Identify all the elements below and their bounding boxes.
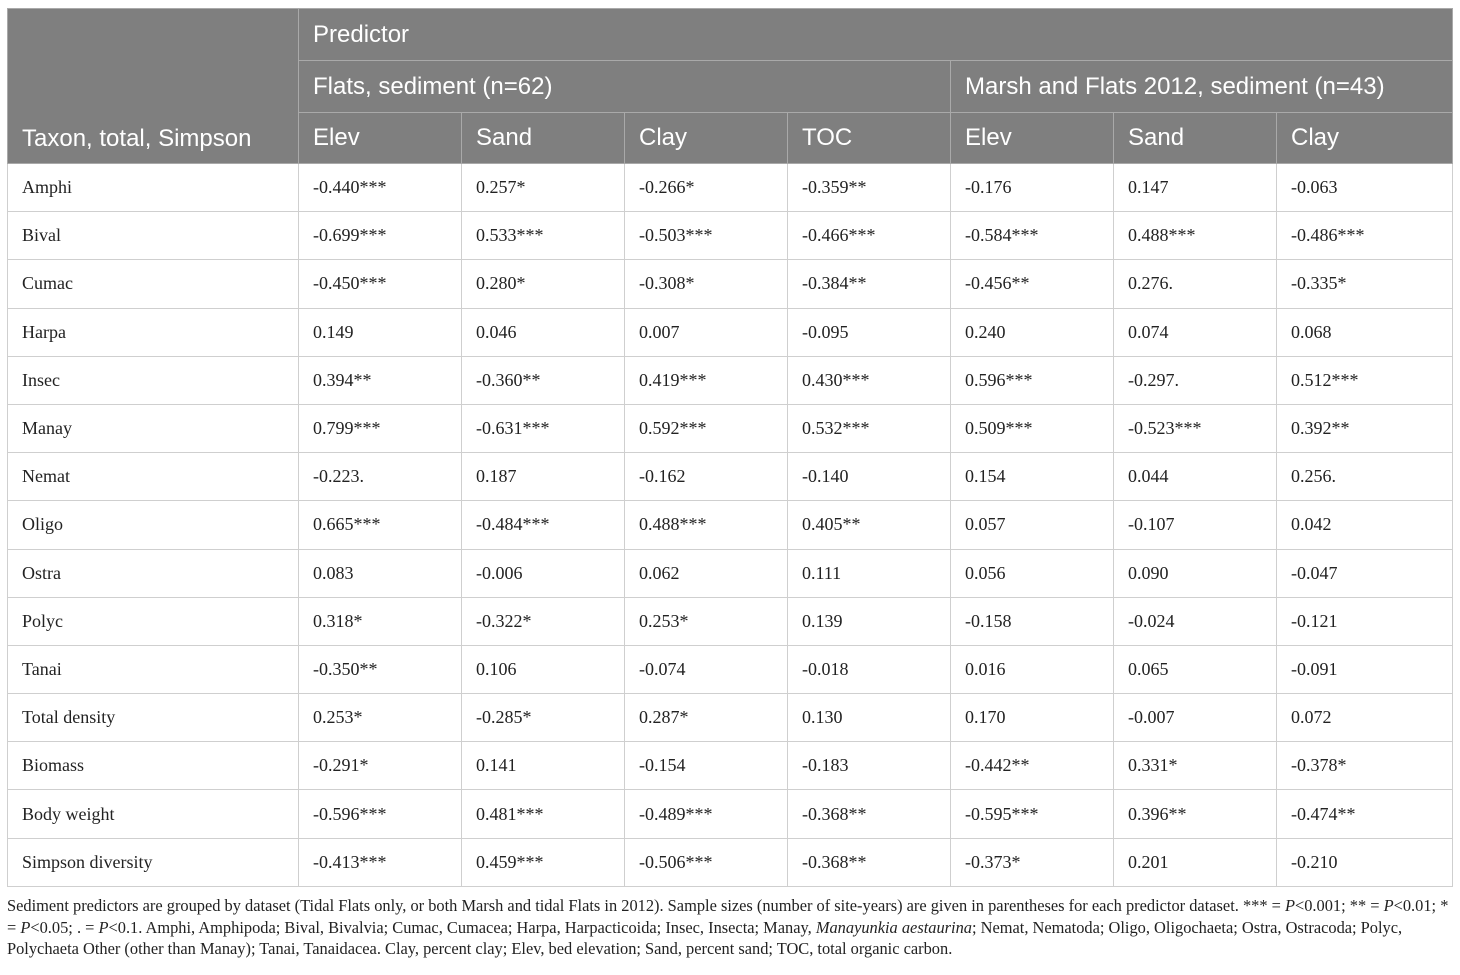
- table-cell: -0.368**: [788, 838, 951, 886]
- table-cell: -0.291*: [299, 742, 462, 790]
- table-cell: 0.139: [788, 597, 951, 645]
- table-cell: -0.466***: [788, 212, 951, 260]
- table-cell: -0.450***: [299, 260, 462, 308]
- table-row: [8, 356, 1453, 404]
- table-cell: -0.631***: [462, 404, 625, 452]
- table-cell: 0.111: [788, 549, 951, 597]
- table-cell: -0.489***: [625, 790, 788, 838]
- column-header: Clay: [1277, 113, 1453, 164]
- table-cell: 0.257*: [462, 164, 625, 212]
- table-cell: -0.063: [1277, 164, 1453, 212]
- table-cell: -0.091: [1277, 645, 1453, 693]
- table-cell: 0.042: [1277, 501, 1453, 549]
- table-cell: 0.665***: [299, 501, 462, 549]
- table-cell: -0.503***: [625, 212, 788, 260]
- row-label: Nemat: [8, 453, 299, 501]
- table-cell: 0.459***: [462, 838, 625, 886]
- table-row: [8, 742, 1453, 790]
- table-row: [8, 164, 1453, 212]
- table-cell: -0.373*: [951, 838, 1114, 886]
- table-footnote: [7, 895, 1452, 960]
- table-cell: -0.699***: [299, 212, 462, 260]
- table-cell: -0.024: [1114, 597, 1277, 645]
- table-cell: 0.253*: [625, 597, 788, 645]
- table-body: [8, 164, 1453, 887]
- table-cell: -0.384**: [788, 260, 951, 308]
- table-cell: 0.596***: [951, 356, 1114, 404]
- table-cell: -0.584***: [951, 212, 1114, 260]
- table-cell: 0.141: [462, 742, 625, 790]
- table-cell: -0.442**: [951, 742, 1114, 790]
- column-header: TOC: [788, 113, 951, 164]
- table-cell: 0.240: [951, 308, 1114, 356]
- table-cell: 0.396**: [1114, 790, 1277, 838]
- table-cell: -0.107: [1114, 501, 1277, 549]
- row-label: Harpa: [8, 308, 299, 356]
- correlation-table: [7, 8, 1453, 887]
- row-label: Oligo: [8, 501, 299, 549]
- table-cell: -0.223.: [299, 453, 462, 501]
- table-cell: -0.018: [788, 645, 951, 693]
- table-row: [8, 838, 1453, 886]
- table-cell: 0.187: [462, 453, 625, 501]
- table-cell: 0.592***: [625, 404, 788, 452]
- table-cell: 0.068: [1277, 308, 1453, 356]
- table-cell: -0.074: [625, 645, 788, 693]
- table-cell: 0.276.: [1114, 260, 1277, 308]
- row-label: Amphi: [8, 164, 299, 212]
- footnote-text: <0.05; . =: [30, 917, 99, 937]
- table-cell: -0.484***: [462, 501, 625, 549]
- table-cell: 0.090: [1114, 549, 1277, 597]
- table-cell: 0.149: [299, 308, 462, 356]
- column-header: Clay: [625, 113, 788, 164]
- table-cell: -0.378*: [1277, 742, 1453, 790]
- column-header: Elev: [951, 113, 1114, 164]
- table-cell: 0.481***: [462, 790, 625, 838]
- table-container: [7, 8, 1452, 887]
- table-cell: -0.335*: [1277, 260, 1453, 308]
- table-cell: 0.007: [625, 308, 788, 356]
- table-row: [8, 501, 1453, 549]
- table-cell: -0.162: [625, 453, 788, 501]
- table-cell: -0.413***: [299, 838, 462, 886]
- table-cell: 0.016: [951, 645, 1114, 693]
- row-label: Cumac: [8, 260, 299, 308]
- table-cell: 0.046: [462, 308, 625, 356]
- table-cell: 0.154: [951, 453, 1114, 501]
- column-header: Sand: [1114, 113, 1277, 164]
- row-label: Manay: [8, 404, 299, 452]
- row-label: Tanai: [8, 645, 299, 693]
- table-cell: 0.072: [1277, 694, 1453, 742]
- table-cell: 0.488***: [625, 501, 788, 549]
- table-cell: -0.266*: [625, 164, 788, 212]
- table-row: [8, 212, 1453, 260]
- table-cell: 0.057: [951, 501, 1114, 549]
- table-cell: -0.322*: [462, 597, 625, 645]
- group-header-marsh-flats: Marsh and Flats 2012, sediment (n=43): [951, 61, 1453, 113]
- table-cell: -0.595***: [951, 790, 1114, 838]
- table-row: [8, 790, 1453, 838]
- table-cell: -0.158: [951, 597, 1114, 645]
- table-cell: -0.523***: [1114, 404, 1277, 452]
- row-label: Biomass: [8, 742, 299, 790]
- table-cell: -0.350**: [299, 645, 462, 693]
- table-row: [8, 308, 1453, 356]
- table-cell: 0.318*: [299, 597, 462, 645]
- table-row: [8, 694, 1453, 742]
- table-cell: -0.285*: [462, 694, 625, 742]
- row-label: Insec: [8, 356, 299, 404]
- row-label: Body weight: [8, 790, 299, 838]
- column-header: Elev: [299, 113, 462, 164]
- species-name: Manayunkia aestaurina: [815, 917, 972, 937]
- table-cell: 0.253*: [299, 694, 462, 742]
- table-cell: 0.430***: [788, 356, 951, 404]
- table-cell: 0.331*: [1114, 742, 1277, 790]
- table-cell: 0.419***: [625, 356, 788, 404]
- table-cell: -0.183: [788, 742, 951, 790]
- table-cell: -0.095: [788, 308, 951, 356]
- table-row: [8, 549, 1453, 597]
- table-row: [8, 260, 1453, 308]
- table-cell: 0.280*: [462, 260, 625, 308]
- table-cell: 0.083: [299, 549, 462, 597]
- table-cell: -0.210: [1277, 838, 1453, 886]
- p-symbol: P: [1284, 896, 1295, 915]
- table-cell: 0.130: [788, 694, 951, 742]
- table-row: [8, 597, 1453, 645]
- table-cell: -0.440***: [299, 164, 462, 212]
- table-cell: 0.392**: [1277, 404, 1453, 452]
- table-cell: 0.106: [462, 645, 625, 693]
- table-cell: -0.486***: [1277, 212, 1453, 260]
- table-cell: 0.799***: [299, 404, 462, 452]
- footnote-text: ; Nemat, Nematoda; Oligo, Oligochaeta; Ostra, Ostracoda; Polyc, Polychaeta Other (other than Manay); Tanai, Tanaidacea. Clay, percent clay; Elev, bed elevation; Sand, percent sand; TOC, total organic carbon.: [7, 917, 1403, 958]
- table-cell: -0.368**: [788, 790, 951, 838]
- p-symbol: P: [98, 917, 109, 937]
- table-cell: 0.201: [1114, 838, 1277, 886]
- footnote-text: <0.001; ** =: [1294, 896, 1384, 915]
- table-cell: 0.065: [1114, 645, 1277, 693]
- table-cell: 0.287*: [625, 694, 788, 742]
- table-cell: 0.044: [1114, 453, 1277, 501]
- footnote-text: Sediment predictors are grouped by dataset (Tidal Flats only, or both Marsh and tidal Flats in 2012). Sample sizes (number of site-years) are given in parentheses for each predictor dataset. *** =: [7, 896, 1285, 915]
- table-row: [8, 453, 1453, 501]
- predictor-header: Predictor: [299, 9, 1453, 61]
- table-cell: 0.056: [951, 549, 1114, 597]
- column-header: Sand: [462, 113, 625, 164]
- p-symbol: P: [1383, 896, 1394, 915]
- row-label: Polyc: [8, 597, 299, 645]
- table-cell: 0.405**: [788, 501, 951, 549]
- table-cell: 0.394**: [299, 356, 462, 404]
- table-cell: -0.297.: [1114, 356, 1277, 404]
- table-cell: -0.596***: [299, 790, 462, 838]
- table-cell: -0.007: [1114, 694, 1277, 742]
- table-cell: 0.509***: [951, 404, 1114, 452]
- table-cell: -0.121: [1277, 597, 1453, 645]
- table-cell: -0.359**: [788, 164, 951, 212]
- table-cell: -0.154: [625, 742, 788, 790]
- table-cell: -0.176: [951, 164, 1114, 212]
- table-cell: 0.512***: [1277, 356, 1453, 404]
- table-row: [8, 645, 1453, 693]
- table-cell: 0.488***: [1114, 212, 1277, 260]
- table-cell: 0.532***: [788, 404, 951, 452]
- table-cell: 0.147: [1114, 164, 1277, 212]
- taxon-column-header: Taxon, total, Simpson: [8, 9, 299, 164]
- table-cell: -0.456**: [951, 260, 1114, 308]
- table-cell: -0.506***: [625, 838, 788, 886]
- table-cell: 0.062: [625, 549, 788, 597]
- table-row: [8, 404, 1453, 452]
- table-cell: -0.006: [462, 549, 625, 597]
- table-cell: 0.074: [1114, 308, 1277, 356]
- table-cell: -0.360**: [462, 356, 625, 404]
- footnote-text: <0.1. Amphi, Amphipoda; Bival, Bivalvia; Cumac, Cumacea; Harpa, Harpacticoida; Insec, Insecta; Manay,: [108, 917, 816, 937]
- table-cell: -0.474**: [1277, 790, 1453, 838]
- table-cell: 0.170: [951, 694, 1114, 742]
- table-cell: -0.140: [788, 453, 951, 501]
- row-label: Simpson diversity: [8, 838, 299, 886]
- row-label: Total density: [8, 694, 299, 742]
- footnote-text: <0.01; * =: [7, 896, 1449, 937]
- row-label: Bival: [8, 212, 299, 260]
- table-cell: -0.047: [1277, 549, 1453, 597]
- table-cell: -0.308*: [625, 260, 788, 308]
- p-symbol: P: [20, 917, 31, 937]
- table-cell: 0.533***: [462, 212, 625, 260]
- table-cell: 0.256.: [1277, 453, 1453, 501]
- row-label: Ostra: [8, 549, 299, 597]
- group-header-flats: Flats, sediment (n=62): [299, 61, 951, 113]
